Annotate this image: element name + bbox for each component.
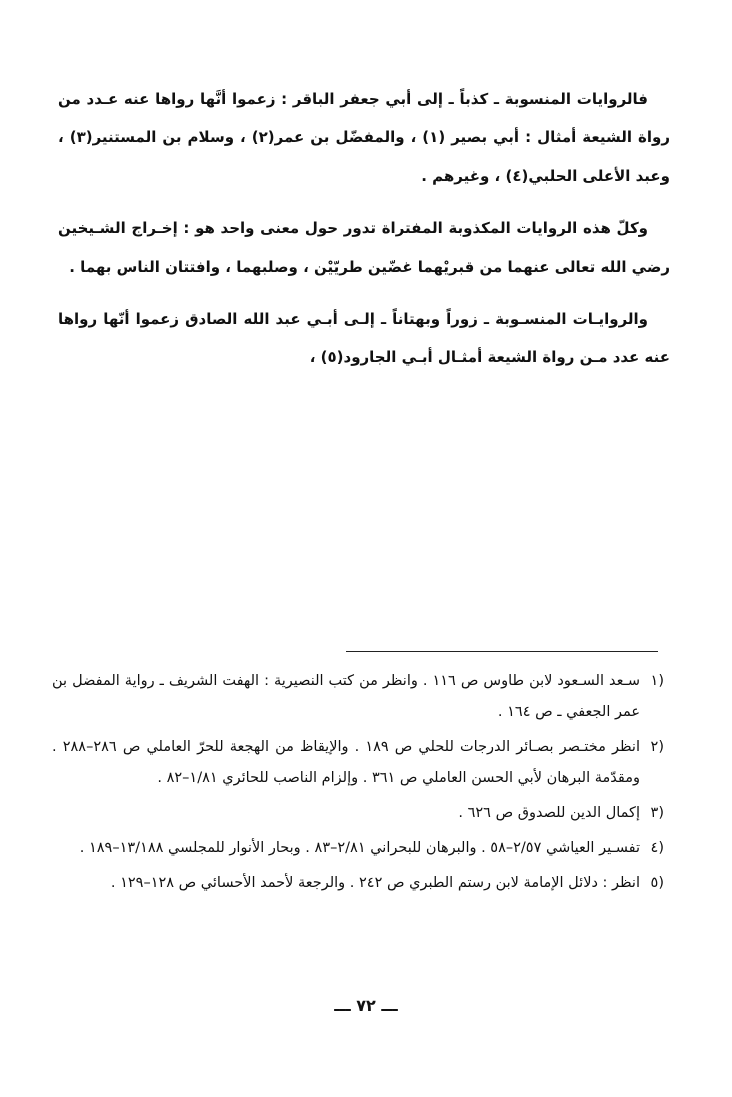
footnote	[52, 868, 664, 899]
footnote-text: سـعد السـعود لابن طاوس ص ١١٦ . وانظر من كتب النصيرية : الهفت الشريف ـ رواية المفضل بن عمر الجعفي ـ ص ١٦٤ .	[52, 673, 641, 720]
footnote-number: ٢)	[650, 739, 664, 755]
footnote	[52, 732, 664, 794]
footnote-text: انظر مختـصر بصـائر الدرجات للحلي ص ١٨٩ . والإيقاظ من الهجعة للحرّ العاملي ص ٢٨٦–٢٨٨ . ومقدّمة البرهان لأبي الحسن العاملي ص ٣٦١ . وإلزام الناصب للحائري ١/٨١–٨٢ .	[52, 739, 640, 786]
footnote-number: ١)	[650, 673, 664, 689]
footnote	[52, 666, 664, 728]
main-text	[58, 80, 670, 391]
paragraph: وكلّ هذه الروايات المكذوبة المفتراة تدور حول معنى واحد هو : إخـراج الشـيخين رضي الله تعالى عنهما من قبريْهما غضّين طريّيْن ، وصلبهما ، وافتتان الناس بهما .	[58, 219, 670, 276]
footnote-separator	[346, 651, 658, 652]
footnote-number: ٥)	[650, 875, 664, 891]
footnotes	[52, 666, 664, 903]
footnote-text: تفسـير العياشي ٢/٥٧–٥٨ . والبرهان للبحراني ٢/٨١–٨٣ . وبحار الأنوار للمجلسي ١٣/١٨٨–١٨٩ .	[79, 840, 640, 856]
footnote-number: ٣)	[650, 805, 664, 821]
page-number: ـــ ٧٢ ـــ	[334, 996, 398, 1015]
footnote-number: ٤)	[650, 840, 664, 856]
footnote	[52, 833, 664, 864]
paragraph: فالروايات المنسوبة ـ كذباً ـ إلى أبي جعفر الباقر : زعموا أنَّها رواها عنه عـدد من رواة الشيعة أمثال : أبي بصير (١) ، والمفضّل بن عمر(٢) ، وسلام بن المستنير(٣) ، وعبد الأعلى الحلبي(٤) ، وغيرهم .	[58, 90, 671, 185]
footnote	[52, 798, 664, 829]
footnote-text: انظر : دلائل الإمامة لابن رستم الطبري ص ٢٤٢ . والرجعة لأحمد الأحسائي ص ١٢٨–١٢٩ .	[110, 875, 640, 891]
paragraph: والروايـات المنسـوبة ـ زوراً وبهتاناً ـ إلـى أبـي عبد الله الصادق زعموا أنّها رواها عنه عدد مـن رواة الشيعة أمثـال أبـي الجارود(٥) ،	[58, 310, 670, 367]
footnote-text: إكمال الدين للصدوق ص ٦٢٦ .	[458, 805, 640, 821]
